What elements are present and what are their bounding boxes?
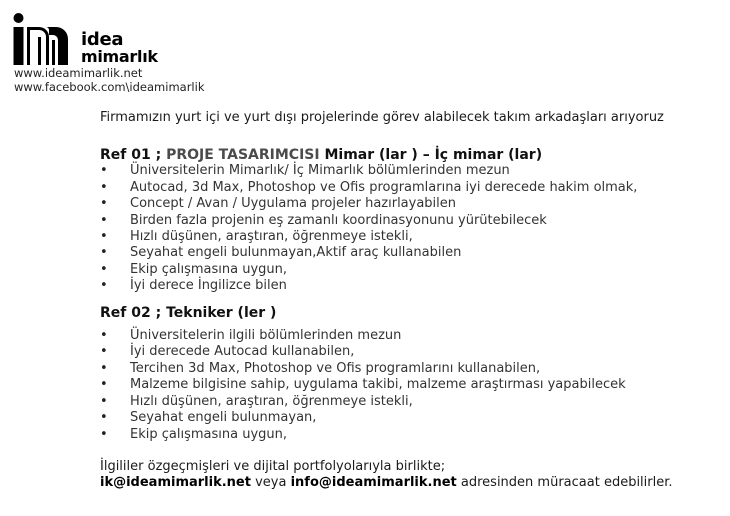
bullet-icon: •	[100, 179, 108, 195]
ref1-prefix: Ref 01 ;	[100, 147, 167, 163]
logo-text-idea: idea	[81, 29, 124, 50]
closing-text	[100, 459, 720, 492]
list-item	[100, 394, 720, 410]
bullet-icon: •	[100, 360, 108, 376]
bullet-icon: •	[100, 328, 108, 344]
list-item	[100, 410, 720, 426]
intro-text: Firmamızın yurt içi ve yurt dışı projelerinde görev alabilecek takım arkadaşları arıyoruz	[100, 110, 664, 125]
list-item-text: Ekip çalışmasına uygun,	[130, 426, 287, 442]
list-item	[100, 427, 720, 443]
ref2-requirements-list	[100, 328, 720, 443]
website-link[interactable]: www.ideamimarlik.net	[14, 66, 143, 80]
list-item-text: Hızlı düşünen, araştıran, öğrenmeye istekli,	[130, 229, 413, 245]
list-item-text: Hızlı düşünen, araştıran, öğrenmeye istekli,	[130, 393, 413, 409]
job-announcement	[100, 110, 720, 492]
bullet-icon: •	[100, 393, 108, 409]
list-item	[100, 361, 720, 377]
list-item	[100, 245, 720, 261]
list-item	[100, 180, 720, 196]
closing-line-2	[100, 475, 720, 491]
bullet-icon: •	[100, 410, 108, 426]
logo-text-mimarlik: mimarlık	[81, 47, 158, 66]
ref1-suffix: Mimar (lar ) – İç mimar (lar)	[319, 147, 543, 163]
im-monogram-icon	[12, 12, 74, 68]
list-item-text: İyi derece İngilizce bilen	[130, 278, 287, 294]
list-item	[100, 377, 720, 393]
closing-connector: veya	[250, 475, 291, 491]
bullet-icon: •	[100, 377, 108, 393]
list-item-text: Seyahat engeli bulunmayan,	[130, 410, 317, 426]
bullet-icon: •	[100, 163, 108, 179]
list-item-text: Tercihen 3d Max, Photoshop ve Ofis programlarını kullanabilen,	[130, 360, 541, 376]
bullet-icon: •	[100, 196, 108, 212]
list-item	[100, 328, 720, 344]
ref1-heading	[100, 147, 720, 163]
list-item-text: Seyahat engeli bulunmayan,Aktif araç kullanabilen	[130, 245, 462, 261]
list-item	[100, 196, 720, 212]
list-item-text: Autocad, 3d Max, Photoshop ve Ofis programlarına iyi derecede hakim olmak,	[130, 179, 638, 195]
list-item-text: Birden fazla projenin eş zamanlı koordinasyonunu yürütebilecek	[130, 212, 547, 228]
bullet-icon: •	[100, 344, 108, 360]
bullet-icon: •	[100, 261, 108, 277]
list-item	[100, 278, 720, 294]
ref1-requirements-list	[100, 163, 720, 294]
list-item-text: Üniversitelerin Mimarlık/ İç Mimarlık bölümlerinden mezun	[130, 163, 510, 179]
closing-tail: adresinden müracaat edebilirler.	[456, 475, 673, 491]
bullet-icon: •	[100, 229, 108, 245]
email-link-info[interactable]: info@ideamimarlik.net	[290, 475, 457, 491]
bullet-icon: •	[100, 212, 108, 228]
list-item	[100, 344, 720, 360]
list-item-text: Ekip çalışmasına uygun,	[130, 261, 287, 277]
list-item-text: Concept / Avan / Uygulama projeler hazırlayabilen	[130, 196, 457, 212]
list-item	[100, 262, 720, 278]
list-item	[100, 163, 720, 179]
list-item	[100, 229, 720, 245]
facebook-link[interactable]: www.facebook.com\ideamimarlik	[14, 80, 205, 94]
list-item-text: İyi derecede Autocad kullanabilen,	[130, 344, 355, 360]
closing-line-1: İlgililer özgeçmişleri ve dijital portfolyolarıyla birlikte;	[100, 458, 446, 474]
bullet-icon: •	[100, 426, 108, 442]
list-item-text: Malzeme bilgisine sahip, uygulama takibi, malzeme araştırması yapabilecek	[130, 377, 626, 393]
ref1-role: PROJE TASARIMCISI	[166, 147, 320, 163]
list-item-text: Üniversitelerin ilgili bölümlerinden mezun	[130, 328, 402, 344]
company-logo	[12, 12, 162, 68]
bullet-icon: •	[100, 278, 108, 294]
bullet-icon: •	[100, 245, 108, 261]
ref2-heading: Ref 02 ; Tekniker (ler )	[100, 304, 277, 321]
list-item	[100, 213, 720, 229]
email-link-ik[interactable]: ik@ideamimarlik.net	[100, 475, 251, 491]
